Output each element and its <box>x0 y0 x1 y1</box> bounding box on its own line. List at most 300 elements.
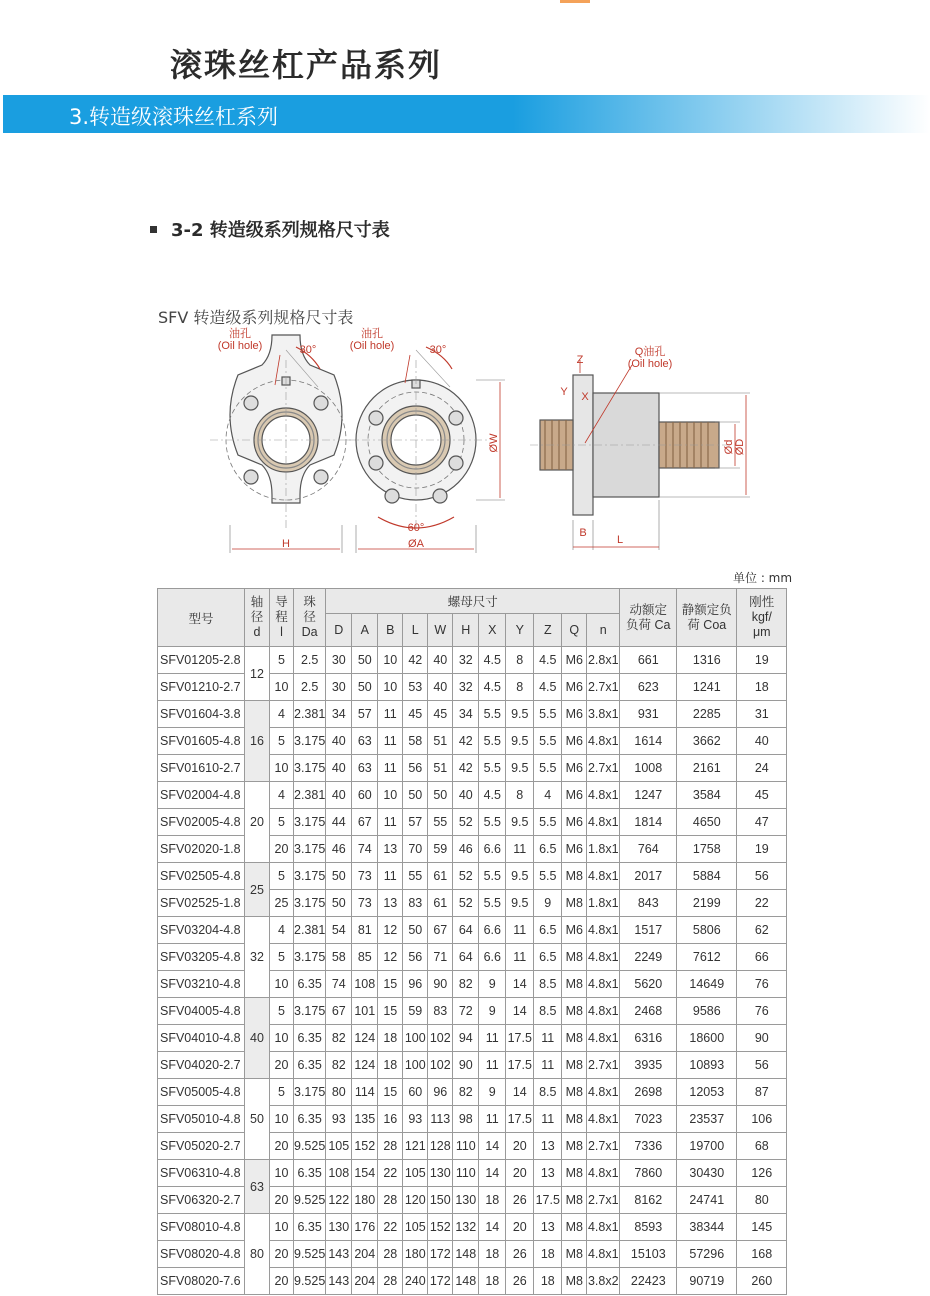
angle-60-label: 60° <box>407 522 425 534</box>
cell-da: 3.175 <box>294 809 326 836</box>
cell-q: M6 <box>562 836 587 863</box>
header-col-w: W <box>428 614 453 647</box>
cell-z: 6.5 <box>534 836 562 863</box>
cell-l: 57 <box>403 809 428 836</box>
cell-q: M8 <box>562 1187 587 1214</box>
cell-k: 80 <box>737 1187 787 1214</box>
cell-z: 5.5 <box>534 863 562 890</box>
header-col-l: L <box>403 614 428 647</box>
section-heading <box>150 216 390 242</box>
header-col-y: Y <box>506 614 534 647</box>
cell-n: 4.8x1 <box>587 917 620 944</box>
cell-w: 59 <box>428 836 453 863</box>
cell-d: 30 <box>326 647 352 674</box>
cell-l: 10 <box>270 971 294 998</box>
cell-k: 40 <box>737 728 787 755</box>
shaft-dia-cell: 12 <box>245 647 270 701</box>
cell-z: 18 <box>534 1268 562 1295</box>
cell-x: 5.5 <box>479 863 506 890</box>
cell-z: 6.5 <box>534 944 562 971</box>
header-ball-dia: 珠 径 Da <box>294 589 326 647</box>
cell-coa: 57296 <box>677 1241 737 1268</box>
cell-a: 50 <box>352 674 378 701</box>
cell-b: 15 <box>378 998 403 1025</box>
cell-q: M8 <box>562 890 587 917</box>
cell-y: 14 <box>506 998 534 1025</box>
angle-label-1: 30° <box>299 344 317 356</box>
cell-b: 18 <box>378 1025 403 1052</box>
cell-y: 26 <box>506 1241 534 1268</box>
cell-w: 67 <box>428 917 453 944</box>
cell-q: M8 <box>562 1079 587 1106</box>
cell-coa: 12053 <box>677 1079 737 1106</box>
cell-n: 4.8x1 <box>587 1214 620 1241</box>
cell-l: 10 <box>270 1106 294 1133</box>
table-row <box>158 998 787 1025</box>
cell-h: 52 <box>453 809 479 836</box>
cell-l: 4 <box>270 701 294 728</box>
cell-b: 15 <box>378 1079 403 1106</box>
cell-d: 82 <box>326 1025 352 1052</box>
header-col-h: H <box>453 614 479 647</box>
cell-q: M8 <box>562 1268 587 1295</box>
cell-l: 240 <box>403 1268 428 1295</box>
cell-ca: 7336 <box>620 1133 677 1160</box>
cell-da: 9.525 <box>294 1241 326 1268</box>
cell-n: 1.8x1 <box>587 890 620 917</box>
cell-q: M6 <box>562 728 587 755</box>
cell-n: 4.8x1 <box>587 1106 620 1133</box>
cell-x: 11 <box>479 1025 506 1052</box>
model-cell: SFV05010-4.8 <box>158 1106 245 1133</box>
model-cell: SFV03210-4.8 <box>158 971 245 998</box>
cell-d: 50 <box>326 863 352 890</box>
cell-l: 56 <box>403 755 428 782</box>
oil-hole-label-1: 油孔 <box>229 328 251 340</box>
cell-k: 24 <box>737 755 787 782</box>
cell-l: 5 <box>270 944 294 971</box>
table-row <box>158 1214 787 1241</box>
model-cell: SFV08020-7.6 <box>158 1268 245 1295</box>
cell-q: M6 <box>562 782 587 809</box>
cell-l: 20 <box>270 1187 294 1214</box>
shaft-dia-cell: 63 <box>245 1160 270 1214</box>
cell-k: 18 <box>737 674 787 701</box>
cell-h: 32 <box>453 674 479 701</box>
cell-k: 19 <box>737 647 787 674</box>
cell-l: 4 <box>270 782 294 809</box>
shaft-dia-cell: 32 <box>245 917 270 998</box>
cell-coa: 18600 <box>677 1025 737 1052</box>
cell-x: 6.6 <box>479 836 506 863</box>
cell-l: 42 <box>403 647 428 674</box>
cell-da: 3.175 <box>294 890 326 917</box>
cell-h: 46 <box>453 836 479 863</box>
cell-da: 3.175 <box>294 728 326 755</box>
cell-da: 6.35 <box>294 1052 326 1079</box>
cell-da: 3.175 <box>294 755 326 782</box>
cell-l: 5 <box>270 863 294 890</box>
cell-da: 6.35 <box>294 1106 326 1133</box>
cell-coa: 38344 <box>677 1214 737 1241</box>
cell-k: 126 <box>737 1160 787 1187</box>
cell-k: 260 <box>737 1268 787 1295</box>
cell-a: 101 <box>352 998 378 1025</box>
model-cell: SFV03205-4.8 <box>158 944 245 971</box>
cell-b: 22 <box>378 1214 403 1241</box>
cell-coa: 14649 <box>677 971 737 998</box>
oil-hole-en-label-2: (Oil hole) <box>349 340 395 352</box>
cell-b: 13 <box>378 890 403 917</box>
cell-a: 180 <box>352 1187 378 1214</box>
cell-l: 20 <box>270 1052 294 1079</box>
cell-n: 4.8x1 <box>587 1025 620 1052</box>
cell-b: 11 <box>378 809 403 836</box>
cell-coa: 19700 <box>677 1133 737 1160</box>
cell-z: 5.5 <box>534 728 562 755</box>
cell-a: 124 <box>352 1025 378 1052</box>
cell-ca: 8162 <box>620 1187 677 1214</box>
cell-coa: 5806 <box>677 917 737 944</box>
model-cell: SFV04020-2.7 <box>158 1052 245 1079</box>
cell-b: 13 <box>378 836 403 863</box>
cell-y: 20 <box>506 1160 534 1187</box>
cell-x: 5.5 <box>479 890 506 917</box>
cell-da: 9.525 <box>294 1187 326 1214</box>
cell-q: M6 <box>562 917 587 944</box>
cell-a: 135 <box>352 1106 378 1133</box>
cell-x: 5.5 <box>479 728 506 755</box>
cell-h: 82 <box>453 1079 479 1106</box>
cell-ca: 8593 <box>620 1214 677 1241</box>
model-cell: SFV04005-4.8 <box>158 998 245 1025</box>
cell-q: M8 <box>562 1106 587 1133</box>
square-bullet-icon <box>150 226 157 233</box>
header-col-n: n <box>587 614 620 647</box>
cell-y: 11 <box>506 917 534 944</box>
shaft-dia-cell: 40 <box>245 998 270 1079</box>
cell-h: 94 <box>453 1025 479 1052</box>
cell-l: 20 <box>270 1241 294 1268</box>
cell-b: 28 <box>378 1268 403 1295</box>
cell-x: 5.5 <box>479 701 506 728</box>
cell-z: 11 <box>534 1052 562 1079</box>
cell-ca: 764 <box>620 836 677 863</box>
header-col-a: A <box>352 614 378 647</box>
cell-k: 76 <box>737 998 787 1025</box>
cell-a: 152 <box>352 1133 378 1160</box>
cell-a: 67 <box>352 809 378 836</box>
cell-l: 5 <box>270 728 294 755</box>
cell-d: 143 <box>326 1268 352 1295</box>
cell-y: 9.5 <box>506 890 534 917</box>
cell-q: M6 <box>562 674 587 701</box>
cell-a: 63 <box>352 728 378 755</box>
cell-coa: 4650 <box>677 809 737 836</box>
cell-l: 100 <box>403 1052 428 1079</box>
cell-x: 5.5 <box>479 755 506 782</box>
cell-n: 2.7x1 <box>587 1052 620 1079</box>
cell-l: 59 <box>403 998 428 1025</box>
cell-a: 73 <box>352 890 378 917</box>
dim-label-a: ØA <box>408 538 424 550</box>
cell-w: 102 <box>428 1025 453 1052</box>
cell-l: 10 <box>270 1214 294 1241</box>
table-row <box>158 863 787 890</box>
cell-h: 64 <box>453 944 479 971</box>
cell-b: 10 <box>378 782 403 809</box>
cell-coa: 3662 <box>677 728 737 755</box>
model-cell: SFV02020-1.8 <box>158 836 245 863</box>
header-dyn-load: 动额定 负荷 Ca <box>620 589 677 647</box>
cell-b: 28 <box>378 1241 403 1268</box>
cell-w: 51 <box>428 755 453 782</box>
cell-k: 106 <box>737 1106 787 1133</box>
cell-l: 4 <box>270 917 294 944</box>
cell-h: 130 <box>453 1187 479 1214</box>
cell-d: 74 <box>326 971 352 998</box>
cell-q: M8 <box>562 1241 587 1268</box>
cell-ca: 2249 <box>620 944 677 971</box>
cell-da: 2.5 <box>294 674 326 701</box>
cell-z: 11 <box>534 1025 562 1052</box>
dim-label-h: H <box>282 538 290 550</box>
cell-y: 11 <box>506 944 534 971</box>
cell-b: 18 <box>378 1052 403 1079</box>
table-row <box>158 647 787 674</box>
cell-l: 10 <box>270 1025 294 1052</box>
cell-h: 42 <box>453 755 479 782</box>
cell-ca: 1008 <box>620 755 677 782</box>
cell-h: 52 <box>453 863 479 890</box>
page-title: 滚珠丝杠产品系列 <box>170 46 443 84</box>
cell-z: 9 <box>534 890 562 917</box>
cell-q: M6 <box>562 647 587 674</box>
cell-w: 55 <box>428 809 453 836</box>
cell-z: 6.5 <box>534 917 562 944</box>
cell-q: M6 <box>562 755 587 782</box>
cell-ca: 843 <box>620 890 677 917</box>
cell-d: 40 <box>326 728 352 755</box>
cell-coa: 30430 <box>677 1160 737 1187</box>
cell-x: 4.5 <box>479 647 506 674</box>
cell-ca: 2698 <box>620 1079 677 1106</box>
cell-l: 10 <box>270 755 294 782</box>
cell-ca: 1517 <box>620 917 677 944</box>
cell-z: 4.5 <box>534 647 562 674</box>
cell-l: 56 <box>403 944 428 971</box>
cell-x: 4.5 <box>479 782 506 809</box>
cell-y: 20 <box>506 1133 534 1160</box>
cell-h: 132 <box>453 1214 479 1241</box>
shaft-dia-cell: 80 <box>245 1214 270 1295</box>
table-row <box>158 1160 787 1187</box>
model-cell: SFV02525-1.8 <box>158 890 245 917</box>
cell-n: 4.8x1 <box>587 782 620 809</box>
cell-a: 204 <box>352 1268 378 1295</box>
shaft-dia-cell: 25 <box>245 863 270 917</box>
cell-x: 6.6 <box>479 917 506 944</box>
cell-d: 67 <box>326 998 352 1025</box>
cell-n: 3.8x2 <box>587 1268 620 1295</box>
cell-l: 5 <box>270 809 294 836</box>
series-banner <box>3 95 930 133</box>
cell-w: 50 <box>428 782 453 809</box>
cell-d: 80 <box>326 1079 352 1106</box>
cell-h: 98 <box>453 1106 479 1133</box>
cell-b: 11 <box>378 701 403 728</box>
top-accent-line <box>560 0 590 3</box>
header-nut-dims: 螺母尺寸 <box>326 589 620 614</box>
model-cell: SFV01205-2.8 <box>158 647 245 674</box>
cell-l: 70 <box>403 836 428 863</box>
shaft-dia-cell: 20 <box>245 782 270 863</box>
cell-y: 9.5 <box>506 728 534 755</box>
cell-k: 47 <box>737 809 787 836</box>
cell-k: 19 <box>737 836 787 863</box>
header-col-d-upper: D <box>326 614 352 647</box>
model-cell: SFV05005-4.8 <box>158 1079 245 1106</box>
cell-l: 60 <box>403 1079 428 1106</box>
model-cell: SFV02505-4.8 <box>158 863 245 890</box>
shaft-dia-cell: 16 <box>245 701 270 782</box>
cell-l: 50 <box>403 782 428 809</box>
cell-q: M8 <box>562 971 587 998</box>
cell-da: 2.381 <box>294 917 326 944</box>
cell-ca: 15103 <box>620 1241 677 1268</box>
cell-y: 8 <box>506 647 534 674</box>
cell-w: 40 <box>428 674 453 701</box>
cell-w: 152 <box>428 1214 453 1241</box>
cell-h: 110 <box>453 1133 479 1160</box>
cell-da: 3.175 <box>294 944 326 971</box>
dim-label-x: X <box>581 391 589 403</box>
cell-y: 9.5 <box>506 755 534 782</box>
cell-d: 93 <box>326 1106 352 1133</box>
model-cell: SFV01210-2.7 <box>158 674 245 701</box>
unit-label: 单位 : mm <box>733 571 793 585</box>
cell-w: 40 <box>428 647 453 674</box>
flange-view-1 <box>210 335 360 553</box>
cell-da: 6.35 <box>294 1160 326 1187</box>
cell-l: 5 <box>270 647 294 674</box>
cell-l: 10 <box>270 1160 294 1187</box>
cell-l: 121 <box>403 1133 428 1160</box>
cell-w: 51 <box>428 728 453 755</box>
figure-caption: SFV 转造级系列规格尺寸表 <box>158 308 354 327</box>
cell-ca: 2468 <box>620 998 677 1025</box>
cell-k: 62 <box>737 917 787 944</box>
cell-x: 9 <box>479 971 506 998</box>
cell-n: 1.8x1 <box>587 836 620 863</box>
header-shaft-dia: 轴 径 d <box>245 589 270 647</box>
flange-view-2 <box>346 347 505 553</box>
cell-l: 55 <box>403 863 428 890</box>
cell-ca: 6316 <box>620 1025 677 1052</box>
cell-coa: 2161 <box>677 755 737 782</box>
cell-k: 45 <box>737 782 787 809</box>
cell-a: 63 <box>352 755 378 782</box>
cell-h: 82 <box>453 971 479 998</box>
cell-n: 2.7x1 <box>587 674 620 701</box>
cell-h: 32 <box>453 647 479 674</box>
cell-l: 96 <box>403 971 428 998</box>
cell-l: 83 <box>403 890 428 917</box>
dim-label-l: L <box>616 534 624 546</box>
cell-k: 56 <box>737 1052 787 1079</box>
header-static-load: 静额定负 荷 Coa <box>677 589 737 647</box>
cell-y: 8 <box>506 674 534 701</box>
cell-coa: 1758 <box>677 836 737 863</box>
cell-n: 4.8x1 <box>587 728 620 755</box>
cell-z: 8.5 <box>534 971 562 998</box>
cell-x: 14 <box>479 1214 506 1241</box>
cell-b: 10 <box>378 674 403 701</box>
cell-a: 60 <box>352 782 378 809</box>
cell-k: 56 <box>737 863 787 890</box>
cell-l: 53 <box>403 674 428 701</box>
cell-da: 2.381 <box>294 701 326 728</box>
cell-d: 122 <box>326 1187 352 1214</box>
cell-d: 50 <box>326 890 352 917</box>
cell-l: 45 <box>403 701 428 728</box>
cell-n: 4.8x1 <box>587 809 620 836</box>
cell-d: 40 <box>326 755 352 782</box>
cell-h: 42 <box>453 728 479 755</box>
dim-label-outer-d: ØD <box>734 438 746 456</box>
cell-n: 2.7x1 <box>587 1133 620 1160</box>
cell-z: 8.5 <box>534 998 562 1025</box>
series-title: 3.转造级滚珠丝杠系列 <box>69 105 279 129</box>
cell-da: 6.35 <box>294 1025 326 1052</box>
cell-w: 83 <box>428 998 453 1025</box>
oil-hole-label-2: 油孔 <box>361 328 383 340</box>
cell-k: 68 <box>737 1133 787 1160</box>
cell-h: 40 <box>453 782 479 809</box>
cell-l: 5 <box>270 998 294 1025</box>
model-cell: SFV02005-4.8 <box>158 809 245 836</box>
cell-z: 5.5 <box>534 755 562 782</box>
cell-y: 8 <box>506 782 534 809</box>
spec-table-body <box>158 647 787 1295</box>
cell-z: 4 <box>534 782 562 809</box>
oil-hole-en-label-1: (Oil hole) <box>217 340 263 352</box>
cell-l: 180 <box>403 1241 428 1268</box>
cell-w: 128 <box>428 1133 453 1160</box>
cell-x: 4.5 <box>479 674 506 701</box>
cell-h: 110 <box>453 1160 479 1187</box>
cell-a: 124 <box>352 1052 378 1079</box>
cell-coa: 1316 <box>677 647 737 674</box>
cell-n: 4.8x1 <box>587 998 620 1025</box>
cell-b: 28 <box>378 1133 403 1160</box>
cell-d: 34 <box>326 701 352 728</box>
cell-x: 11 <box>479 1106 506 1133</box>
cell-w: 172 <box>428 1268 453 1295</box>
cell-ca: 1247 <box>620 782 677 809</box>
cell-d: 108 <box>326 1160 352 1187</box>
cell-ca: 2017 <box>620 863 677 890</box>
cell-ca: 1614 <box>620 728 677 755</box>
cell-h: 90 <box>453 1052 479 1079</box>
cell-k: 90 <box>737 1025 787 1052</box>
cell-ca: 623 <box>620 674 677 701</box>
dim-label-y: Y <box>560 386 568 398</box>
cell-z: 18 <box>534 1241 562 1268</box>
cell-a: 108 <box>352 971 378 998</box>
cell-d: 143 <box>326 1241 352 1268</box>
cell-b: 22 <box>378 1160 403 1187</box>
